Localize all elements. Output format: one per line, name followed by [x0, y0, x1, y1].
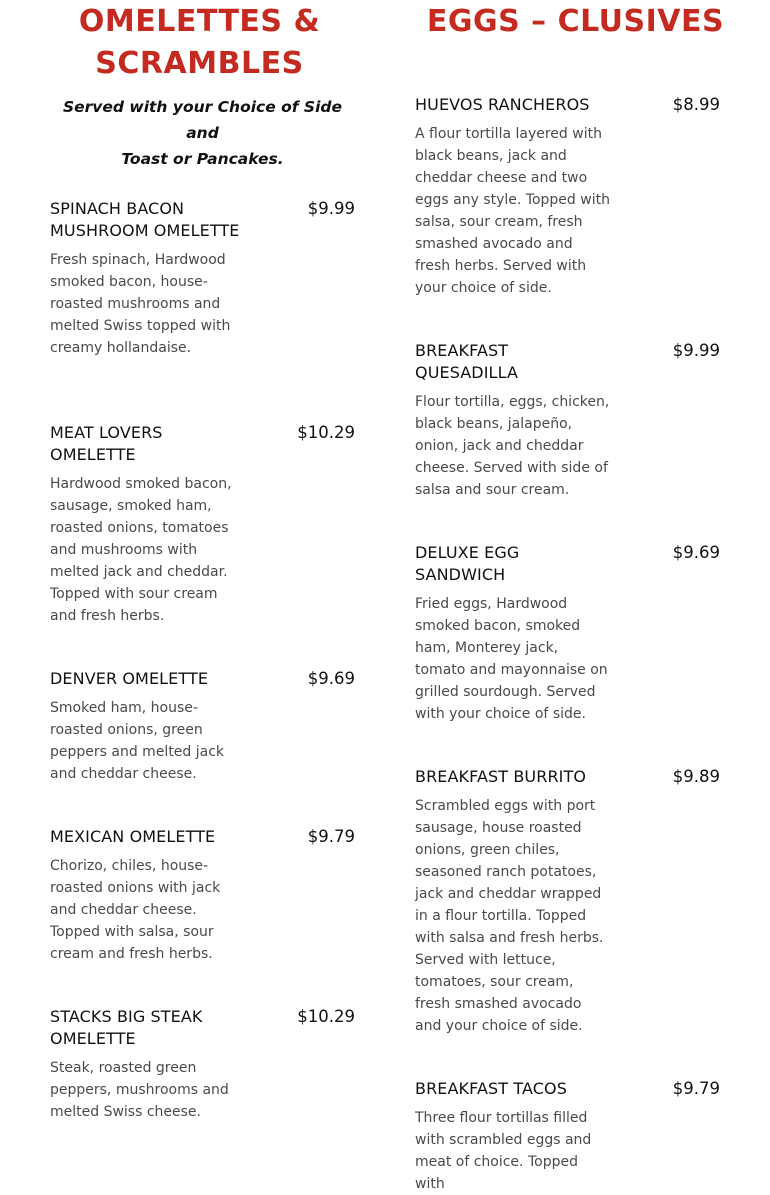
menu-item — [415, 94, 720, 299]
menu-item-description: Smoked ham, house-roasted onions, green peppers and melted jack and cheddar cheese. — [50, 700, 225, 782]
menu-item-price: $9.79 — [672, 1079, 720, 1098]
menu-item — [50, 198, 355, 359]
menu-item-name: STACKS BIG STEAK OMELETTE — [50, 1007, 203, 1048]
menu-item-name: BREAKFAST QUESADILLA — [415, 341, 518, 382]
menu-item-name: HUEVOS RANCHEROS — [415, 95, 590, 114]
menu-item-name: SPINACH BACON MUSHROOM OMELETTE — [50, 199, 240, 240]
menu-item-name: MEXICAN OMELETTE — [50, 827, 216, 846]
menu-item — [415, 1078, 720, 1195]
menu-item-name: MEAT LOVERS OMELETTE — [50, 423, 163, 464]
section-subtitle — [50, 94, 355, 172]
menu-item — [415, 542, 720, 725]
menu-item — [415, 766, 720, 1037]
menu-item-description: Scrambled eggs with port sausage, house roasted onions, green chiles, seasoned ranch potatoes, jack and cheddar wrapped in a flour tortilla. Topped with salsa and fresh herbs. Served with lettuce, tomatoes, sour cream, fresh smashed avocado and your choice of side. — [415, 798, 604, 1034]
menu-item-description: A flour tortilla layered with black beans, jack and cheddar cheese and two eggs any style. Topped with salsa, sour cream, fresh smashed avocado and fresh herbs. Served with your choice of side. — [415, 126, 610, 296]
menu-item — [50, 668, 355, 785]
menu-item-price: $9.89 — [672, 767, 720, 786]
menu-item — [50, 422, 355, 627]
menu-item-price: $10.29 — [297, 423, 355, 442]
menu-item — [50, 826, 355, 965]
section-subtitle-line-1: Served with your Choice of Side and — [62, 98, 343, 142]
menu-item-price: $9.99 — [307, 199, 355, 218]
menu-item-price: $9.79 — [307, 827, 355, 846]
section-title-eggs-clusives: EGGS – CLUSIVES — [426, 4, 725, 39]
menu-item-name: DENVER OMELETTE — [50, 669, 209, 688]
section-subtitle-line-2: Toast or Pancakes. — [121, 150, 284, 168]
section-title-line-2: SCRAMBLES — [95, 46, 304, 81]
menu-item-description: Steak, roasted green peppers, mushrooms and melted Swiss cheese. — [50, 1060, 229, 1120]
menu-item-description: Three flour tortillas filled with scrambled eggs and meat of choice. Topped with — [415, 1110, 592, 1192]
menu-item-price: $9.69 — [307, 669, 355, 688]
menu-item-description: Hardwood smoked bacon, sausage, smoked ham, roasted onions, tomatoes and mushrooms with melted jack and cheddar. Topped with sour cream and fresh herbs. — [50, 476, 232, 624]
section-title-omelettes — [44, 1, 355, 85]
menu-item-price: $10.29 — [297, 1007, 355, 1026]
menu-item — [50, 1006, 355, 1123]
menu-item-description: Chorizo, chiles, house-roasted onions with jack and cheddar cheese. Topped with salsa, sour cream and fresh herbs. — [50, 858, 221, 962]
section-title-line-1: OMELETTES & — [78, 4, 321, 39]
menu-item-price: $8.99 — [672, 95, 720, 114]
menu-item-name: DELUXE EGG SANDWICH — [415, 543, 520, 584]
menu-item-description: Fresh spinach, Hardwood smoked bacon, house-roasted mushrooms and melted Swiss topped with creamy hollandaise. — [50, 252, 231, 356]
menu-item-description: Flour tortilla, eggs, chicken, black beans, jalapeño, onion, jack and cheddar cheese. Served with side of salsa and sour cream. — [415, 394, 610, 498]
menu-item-name: BREAKFAST BURRITO — [415, 767, 587, 786]
menu-item-price: $9.69 — [672, 543, 720, 562]
menu-item-name: BREAKFAST TACOS — [415, 1079, 567, 1098]
menu-item-description: Fried eggs, Hardwood smoked bacon, smoked ham, Monterey jack, tomato and mayonnaise on grilled sourdough. Served with your choice of side. — [415, 596, 608, 722]
menu-item — [415, 340, 720, 501]
menu-item-price: $9.99 — [672, 341, 720, 360]
